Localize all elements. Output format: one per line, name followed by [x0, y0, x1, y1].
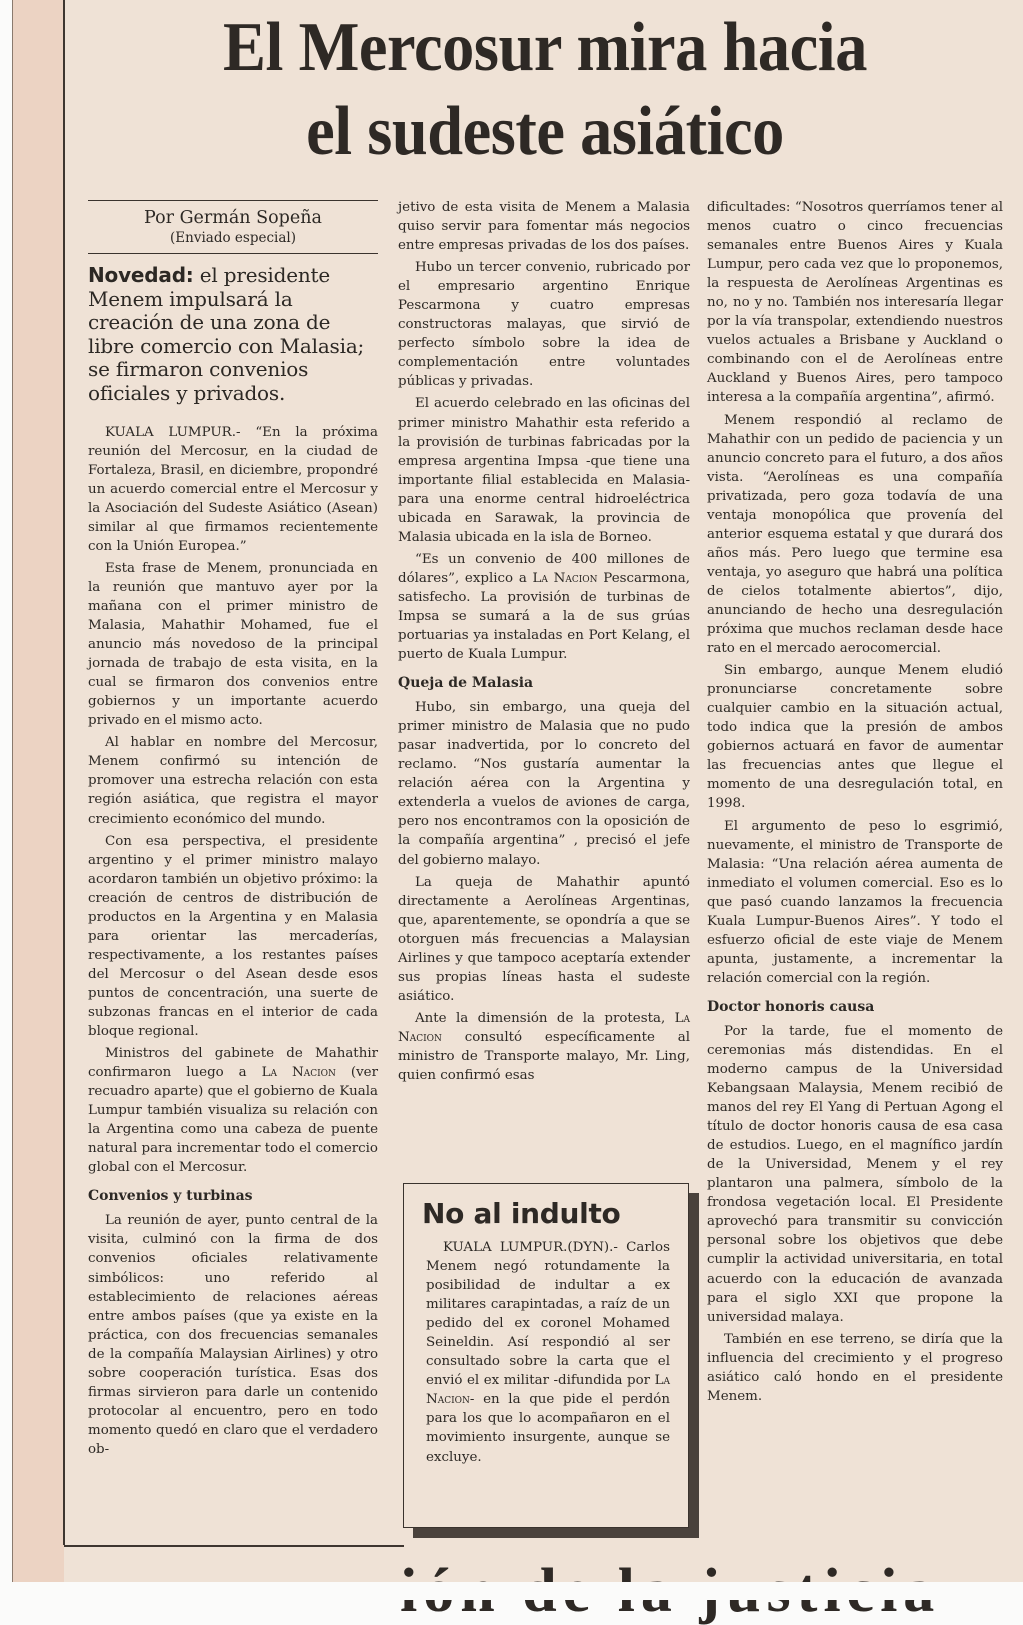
subheading: Doctor honoris causa — [707, 998, 875, 1015]
paragraph-text: “Es un convenio de 400 millones de dólares”, explico a — [398, 551, 690, 586]
paragraph: Con esa perspectiva, el presidente argentino y el primer ministro malayo acordaron también un objetivo próximo: la creación de centros de distribución de productos en la Argentina y en Malasia para orientar las mercaderías, respectivamente, a los restantes países del Mercosur o del Asean desde esos puntos de concentración, una suerte de subzonas francas en el interior de cada bloque regional. — [88, 833, 378, 1040]
headline-line-2: el sudeste asiático — [306, 93, 784, 170]
sidebar-title: No al indulto — [422, 1197, 621, 1230]
clipping-margin-strip — [12, 0, 64, 1582]
byline — [88, 200, 378, 254]
paragraph: dificultades: “Nosotros querríamos tener al menos cuatro o cinco frecuencias semanales entre Buenos Aires y Kuala Lumpur, pero cada vez que lo proponemos, la respuesta de Aerolíneas Argentinas es no, no y no. También nos interesaría llegar por la vía transpolar, extendiendo nuestros vuelos actuales a Brisbane y Auckland o combinando con el de Aerolíneas entre Auckland y Buenos Aires, pero tampoco interesa a la compañía argentina”, afirmó. — [707, 200, 1003, 406]
paragraph: Esta frase de Menem, pronunciada en la reunión que mantuvo ayer por la mañana con el primer ministro de Malasia, Mahathir Mohamed, fue el anuncio más novedoso de la principal jornada de trabajo de esta visita, en la cual se firmaron dos convenios entre gobiernos y un importante acuerdo privado en el mismo acto. — [88, 560, 378, 729]
paragraph: Menem respondió al reclamo de Mahathir con un pedido de paciencia y un anuncio concreto para el futuro, a dos años vista. “Aerolíneas es una compañía privatizada, pero goza todavía de una ventaja monopólica que provenía del anterior esquema estatal y que durará dos años más. Pero luego que termine esa ventaja, yo aseguro que habrá una política de cielos totalmente abiertos”, dijo, anunciando de hecho una desregulación próxima que muchos reclaman desde hace rato en el mercado aerocomercial. — [707, 412, 1003, 657]
paragraph: Al hablar en nombre del Mercosur, Menem confirmó su intención de promover una estrecha relación con esta región asiática, que registra el mayor crecimiento económico del mundo. — [88, 735, 378, 827]
paragraph-text: Ministros del gabinete de Mahathir confirmaron luego a — [88, 1046, 378, 1081]
paragraph: Sin embargo, aunque Menem eludió pronunciarse concretamente sobre cualquier cambio en la situación actual, todo indica que la presión de ambos gobiernos actuará en favor de aumentar las frecuencias antes que llegue el momento de una desregulación total, en 1998. — [707, 663, 1003, 812]
lead-summary — [88, 264, 378, 406]
paragraph-text: (ver recuadro aparte) que el gobierno de Kuala Lumpur también visualiza su relación con la Argentina como una cabeza de puente natural para incrementar todo el comercio global con el Mercosur. — [88, 1065, 379, 1176]
article-column-3 — [707, 198, 1003, 1409]
paragraph-text: Ante la dimensión de la protesta, — [415, 1010, 675, 1026]
paragraph: La reunión de ayer, punto central de la visita, culminó con la firma de dos convenios oficiales relativamente simbólicos: uno referido al establecimiento de relaciones aéreas entre ambos países (que ya existe en la práctica, con dos frecuencias semanales de la compañía Malaysian Airlines) y otro sobre cooperación turística. Esas dos firmas sirvieron para darle un contenido protocolar al encuentro, pero en todo momento quedó en claro que el verdadero ob- — [88, 1213, 378, 1457]
paragraph: jetivo de esta visita de Menem a Malasia quiso servir para fomentar más negocios entre empresas privadas de los dos países. — [398, 200, 690, 254]
paragraph: Por la tarde, fue el momento de ceremonias más distendidas. En el moderno campus de la Universidad Kebangsaan Malaysia, Menem recibió de manos del rey El Yang di Pertuan Agong el título de doctor honoris causa de esa casa de estudios. Luego, en el magnífico jardín de la Universidad, Menem y el rey plantaron una palmera, símbolo de la frondosa vegetación local. El Presidente aprovechó para transmitir su convicción personal sobre los objetivos que debe cumplir la actividad universitaria, en total acuerdo con la educación de avanzada para el siglo XXI que propone la universidad malaya. — [707, 1023, 1003, 1325]
sidebar-body — [426, 1238, 670, 1467]
subheading: Convenios y turbinas — [88, 1188, 253, 1205]
headline-line-1: El Mercosur mira hacia — [223, 9, 867, 86]
sidebar-paragraph — [426, 1238, 670, 1467]
article-column-1 — [88, 200, 378, 1462]
paragraph: Hubo, sin embargo, una queja del primer ministro de Malasia que no pudo pasar inadvertida, por lo concreto del reclamo. “Nos gustaría aumentar la relación aérea con la Argentina y extenderla a vuelos de aviones de carga, pero nos encontramos con la oposición de la compañía argentina” , precisó el jefe del gobierno malayo. — [398, 700, 690, 868]
paragraph-text: consultó específicamente al ministro de Transporte malayo, Mr. Ling, quien confirmó esas — [398, 1029, 690, 1084]
lead-kicker: Novedad: — [88, 263, 194, 287]
byline-role: (Enviado especial) — [170, 230, 296, 246]
next-article-headline-fragment — [400, 1562, 1023, 1584]
paragraph — [398, 1009, 690, 1085]
paragraph — [88, 1044, 378, 1177]
newspaper-name: La Nacion — [398, 1010, 690, 1045]
paragraph: También en ese terreno, se diría que la influencia del crecimiento y el progreso asiático caló hondo en el presidente Menem. — [707, 1331, 1003, 1404]
column-rule-left — [63, 0, 65, 1545]
paragraph-text: KUALA LUMPUR.(DYN).- Carlos Menem negó rotundamente la posibilidad de indultar a ex militares carapintadas, a raíz de un pedido del ex coronel Mohamed Seineldin. Así respondió al ser consultado sobre la carta que el envió el ex militar -difundida por — [426, 1240, 670, 1389]
lead-text: el presidente Menem impulsará la creación de una zona de libre comercio con Malasia; se firmaron convenios oficiales y privados. — [88, 263, 365, 405]
newspaper-name: La Nacion — [261, 1065, 336, 1081]
column-rule-bottom — [64, 1545, 404, 1547]
paragraph-text: Pescarmona, satisfecho. La provisión de turbinas de Impsa se sumará a la de sus grúas portuarias ya instaladas en Port Kelang, el puerto de Kuala Lumpur. — [398, 570, 690, 663]
scan-margin — [0, 1582, 1023, 1600]
headline — [108, 6, 982, 174]
paragraph: Hubo un tercer convenio, rubricado por el empresario argentino Enrique Pescarmona y cuatro empresas constructoras malayas, que sirvió de perfecto símbolo sobre la idea de complementación entre voluntades públicas y privadas. — [398, 260, 690, 390]
paragraph: El argumento de peso lo esgrimió, nuevamente, el ministro de Transporte de Malasia: “Una relación aérea aumenta de inmediato el volumen comercial. Eso es lo que pasó cuando lanzamos la frecuencia Kuala Lumpur-Buenos Aires”. Y todo el esfuerzo oficial de este viaje de Menem apunta, justamente, a incrementar la relación comercial con la región. — [707, 818, 1003, 986]
byline-author: Por Germán Sopeña — [144, 208, 322, 228]
paragraph-text: - en la que pide el perdón para los que lo acompañaron en el movimiento insurgente, aunque se excluye. — [426, 1392, 670, 1465]
newspaper-name: La Nacion — [532, 570, 598, 586]
sidebar-box — [403, 1183, 689, 1528]
paragraph: KUALA LUMPUR.- “En la próxima reunión del Mercosur, en la ciudad de Fortaleza, Brasil, en diciembre, propondré un acuerdo comercial entre el Mercosur y la Asociación del Sudeste Asiático (Asean) similar al que firmamos recientemente con la Unión Europea.” — [88, 424, 378, 554]
newspaper-name: La Nacion — [426, 1373, 670, 1408]
article-column-2 — [398, 198, 690, 1088]
subheading: Queja de Malasia — [398, 675, 534, 692]
paragraph — [398, 550, 690, 664]
paragraph: La queja de Mahathir apuntó directamente a Aerolíneas Argentinas, que, aparentemente, se opondría a que se otorguen más frecuencias a Malaysian Airlines y que tampoco aceptaría extender sus propias líneas hasta el sudeste asiático. — [398, 874, 690, 1004]
paragraph: El acuerdo celebrado en las oficinas del primer ministro Mahathir esta referido a la provisión de turbinas fabricadas por la empresa argentina Impsa -que tiene una importante filial establecida en Malasia- para una enorme central hidroeléctrica ubicada en Sarawak, la provincia de Malasia ubicada en la isla de Borneo. — [398, 396, 690, 545]
